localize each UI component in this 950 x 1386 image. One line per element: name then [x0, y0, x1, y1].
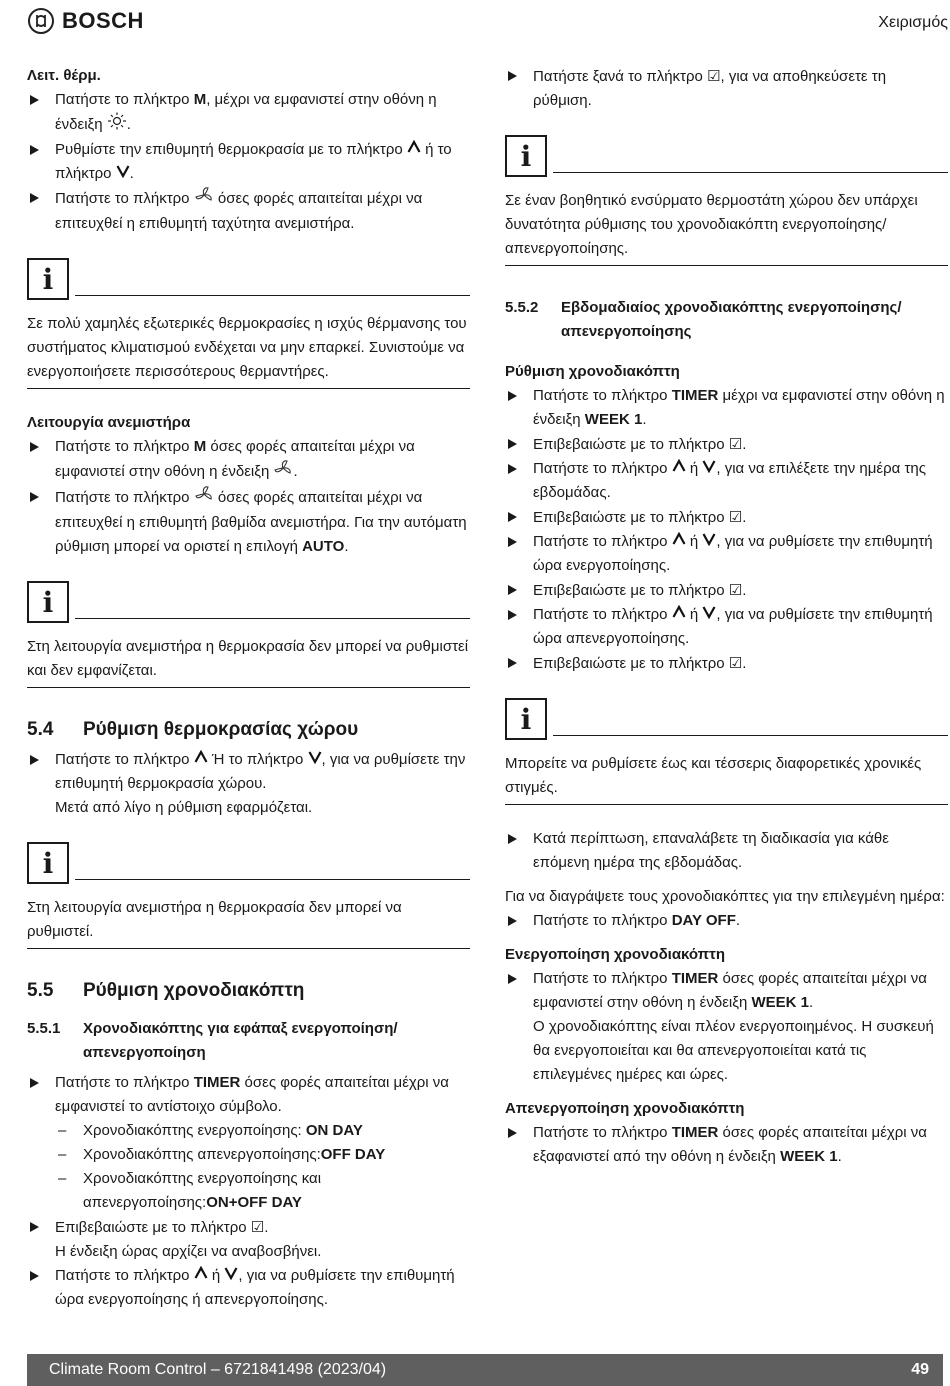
- page-header: [28, 8, 948, 38]
- list-item: Πατήστε το πλήκτρο DAY OFF.: [505, 909, 948, 933]
- list-item: Πατήστε το πλήκτρο TIMER όσες φορές απαιτείται μέχρι να εξαφανιστεί από την οθόνη η ένδειξη WEEK 1.: [505, 1121, 948, 1169]
- checkbox-key-icon: ☑: [728, 581, 743, 600]
- info-box: [27, 258, 470, 389]
- down-arrow-icon: [224, 1264, 238, 1288]
- info-box: [27, 581, 470, 688]
- info-box: [505, 698, 948, 805]
- page-number: 49: [911, 1361, 929, 1378]
- info-icon: i: [27, 258, 69, 300]
- section-heading-5-5-1: 5.5.1 Χρονοδιακόπτης για εφάπαξ ενεργοποίηση/ απενεργοποίηση: [27, 1020, 398, 1062]
- dash-item: – Χρονοδιακόπτης ενεργοποίησης και απενεργοποίησης:ON+OFF DAY: [27, 1167, 470, 1215]
- checkbox-key-icon: ☑: [728, 435, 743, 453]
- list-item: Ρυθμίστε την επιθυμητή θερμοκρασία με το πλήκτρο ή το πλήκτρο .: [27, 138, 470, 186]
- heating-mode-heading: Λειτ. θέρμ.: [27, 67, 101, 84]
- bosch-logo: [28, 8, 144, 34]
- info-icon: i: [27, 581, 69, 623]
- down-arrow-icon: [702, 603, 716, 627]
- info-icon: i: [505, 135, 547, 177]
- bosch-armature-icon: [28, 8, 54, 34]
- list-item: Πατήστε το πλήκτρο M όσες φορές απαιτείται μέχρι να εμφανιστεί στην οθόνη η ένδειξη .: [27, 435, 470, 485]
- list-item: Επιβεβαιώστε με το πλήκτρο ☑.: [505, 432, 948, 457]
- up-arrow-icon: [194, 748, 208, 772]
- list-item: Πατήστε το πλήκτρο όσες φορές απαιτείται μέχρι να επιτευχθεί η επιθυμητή ταχύτητα ανεμιστήρα.: [27, 186, 470, 236]
- list-item: Πατήστε το πλήκτρο TIMER όσες φορές απαιτείται μέχρι να εμφανιστεί στην οθόνη η ένδειξη WEEK 1.: [505, 967, 948, 1015]
- dash-item: – Χρονοδιακόπτης ενεργοποίησης: ON DAY: [27, 1119, 470, 1143]
- result-text: Η ένδειξη ώρας αρχίζει να αναβοσβήνει.: [55, 1243, 322, 1261]
- up-arrow-icon: [407, 138, 421, 162]
- list-item: Πατήστε το πλήκτρο ή , για να ρυθμίσετε την επιθυμητή ώρα απενεργοποίησης.: [505, 603, 948, 651]
- list-item: Επιβεβαιώστε με το πλήκτρο ☑.: [505, 651, 948, 676]
- up-arrow-icon: [672, 530, 686, 554]
- section-heading-5-5: 5.5 Ρύθμιση χρονοδιακόπτη: [27, 980, 305, 1002]
- list-item: Επιβεβαιώστε με το πλήκτρο ☑.: [505, 578, 948, 603]
- subheading-set-timer: Ρύθμιση χρονοδιακόπτη: [505, 363, 680, 380]
- info-text: Στη λειτουργία ανεμιστήρα η θερμοκρασία δεν μπορεί να ρυθμιστεί.: [27, 899, 402, 941]
- down-arrow-icon: [308, 748, 322, 772]
- info-text: Μπορείτε να ρυθμίσετε έως και τέσσερις διαφορετικές χρονικές στιγμές.: [505, 755, 922, 797]
- list-item: Πατήστε το πλήκτρο ή , για να ρυθμίσετε την επιθυμητή ώρα ενεργοποίησης ή απενεργοποίησης.: [27, 1264, 470, 1312]
- list-item: Πατήστε το πλήκτρο M, μέχρι να εμφανιστεί στην οθόνη η ένδειξη .: [27, 88, 470, 138]
- list-item: Πατήστε το πλήκτρο TIMER όσες φορές απαιτείται μέχρι να εμφανιστεί το αντίστοιχο σύμβολο.: [27, 1071, 470, 1119]
- list-item: Επιβεβαιώστε με το πλήκτρο ☑.: [505, 505, 948, 530]
- info-box: [27, 842, 470, 949]
- checkbox-key-icon: ☑: [728, 508, 743, 527]
- paragraph: Για να διαγράψετε τους χρονοδιακόπτες για την επιλεγμένη ημέρα:: [505, 888, 945, 906]
- result-text: Μετά από λίγο η ρύθμιση εφαρμόζεται.: [55, 799, 313, 817]
- page-footer: [27, 1354, 943, 1386]
- subheading-disable-timer: Απενεργοποίηση χρονοδιακόπτη: [505, 1100, 745, 1118]
- result-text: Ο χρονοδιακόπτης είναι πλέον ενεργοποιημένος. Η συσκευή θα ενεργοποιείται και θα απενεργοποιείται κατά τις επιλεγμένες ημέρες και ώρες.: [533, 1018, 934, 1084]
- dash-item: – Χρονοδιακόπτης απενεργοποίησης:OFF DAY: [27, 1143, 470, 1167]
- subheading-enable-timer: Ενεργοποίηση χρονοδιακόπτη: [505, 946, 726, 964]
- info-icon: i: [505, 698, 547, 740]
- checkbox-key-icon: ☑: [707, 67, 721, 85]
- list-item: Πατήστε το πλήκτρο ή , για να ρυθμίσετε την επιθυμητή ώρα ενεργοποίησης.: [505, 530, 948, 578]
- down-arrow-icon: [116, 162, 130, 186]
- brand-name: BOSCH: [62, 8, 144, 33]
- fan-icon: [273, 459, 293, 485]
- up-arrow-icon: [672, 457, 686, 481]
- sun-icon: [107, 112, 127, 138]
- list-item: Πατήστε το πλήκτρο Ή το πλήκτρο , για να ρυθμίσετε την επιθυμητή θερμοκρασία χώρου.: [27, 748, 470, 796]
- list-item: Κατά περίπτωση, επαναλάβετε τη διαδικασία για κάθε επόμενη ημέρα της εβδομάδας.: [505, 827, 948, 875]
- chapter-title: Χειρισμός: [878, 14, 948, 31]
- checkbox-key-icon: ☑: [250, 1218, 265, 1237]
- left-column: [27, 64, 470, 1312]
- list-item: Πατήστε το πλήκτρο ή , για να επιλέξετε την ημέρα της εβδομάδας.: [505, 457, 948, 505]
- down-arrow-icon: [702, 457, 716, 481]
- list-item: Πατήστε το πλήκτρο TIMER μέχρι να εμφανιστεί στην οθόνη η ένδειξη WEEK 1.: [505, 384, 948, 432]
- list-item: Επιβεβαιώστε με το πλήκτρο ☑.: [27, 1215, 470, 1240]
- list-item: Πατήστε το πλήκτρο όσες φορές απαιτείται μέχρι να επιτευχθεί η επιθυμητή βαθμίδα ανεμιστήρα. Για την αυτόματη ρύθμιση μπορεί να οριστεί η επιλογή AUTO.: [27, 485, 470, 559]
- info-text: Σε πολύ χαμηλές εξωτερικές θερμοκρασίες η ισχύς θέρμανσης του συστήματος κλιματισμού ενδέχεται να μην επαρκεί. Συνιστούμε να ενεργοποιήσετε περισσότερους θερμαντήρες.: [27, 315, 467, 381]
- up-arrow-icon: [672, 603, 686, 627]
- section-heading-5-5-2: 5.5.2 Εβδομαδιαίος χρονοδιακόπτης ενεργοποίησης/ απενεργοποίησης: [505, 299, 902, 340]
- fan-icon: [194, 485, 214, 511]
- right-column: [505, 64, 948, 1169]
- checkbox-key-icon: ☑: [728, 654, 743, 673]
- fan-icon: [194, 186, 214, 212]
- info-icon: i: [27, 842, 69, 884]
- down-arrow-icon: [702, 530, 716, 554]
- document-title: Climate Room Control – 6721841498 (2023/04): [49, 1361, 387, 1378]
- section-heading-5-4: 5.4 Ρύθμιση θερμοκρασίας χώρου: [27, 719, 359, 741]
- info-text: Σε έναν βοηθητικό ενσύρματο θερμοστάτη χώρου δεν υπάρχει δυνατότητα ρύθμισης του χρονοδιακόπτη ενεργοποίησης/ απενεργοποίησης.: [505, 192, 918, 257]
- info-box: [505, 135, 948, 266]
- up-arrow-icon: [194, 1264, 208, 1288]
- fan-mode-heading: Λειτουργία ανεμιστήρα: [27, 414, 191, 432]
- list-item: Πατήστε ξανά το πλήκτρο ☑, για να αποθηκεύσετε τη ρύθμιση.: [505, 64, 948, 113]
- info-text: Στη λειτουργία ανεμιστήρα η θερμοκρασία δεν μπορεί να ρυθμιστεί και δεν εμφανίζεται.: [27, 638, 469, 680]
